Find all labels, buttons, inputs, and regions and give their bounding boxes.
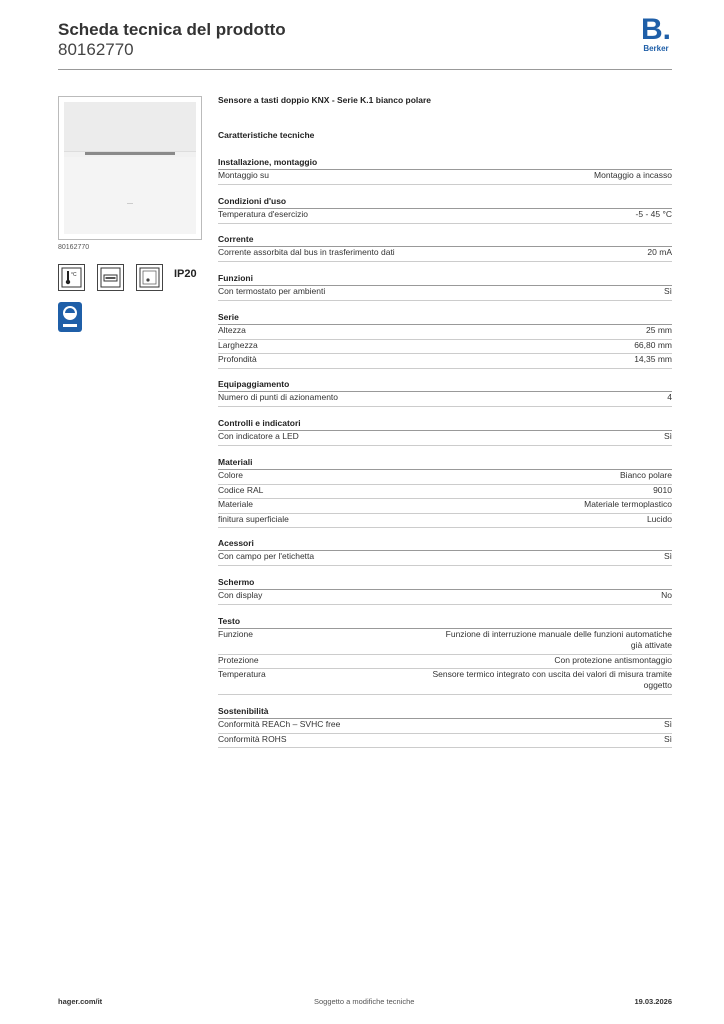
footer-note: Soggetto a modifiche tecniche [314,997,415,1006]
spec-row [218,734,672,749]
temperature-icon [58,264,85,291]
spec-value: Montaggio a incasso [594,170,672,180]
specs-heading: Caratteristiche tecniche [218,130,315,140]
spec-label: Temperatura d'esercizio [218,209,308,219]
page-title: Scheda tecnica del prodotto [58,20,286,39]
product-image [58,96,202,240]
spec-group-title: Materiali [218,456,672,470]
spec-row [218,629,672,655]
spec-label: Temperatura [218,669,266,679]
spec-group-title: Serie [218,311,672,325]
spec-group-title: Condizioni d'uso [218,195,672,209]
spec-group-title: Equipaggiamento [218,378,672,392]
sensor-icon [136,264,163,291]
spec-group-title: Controlli e indicatori [218,417,672,431]
spec-row [218,340,672,355]
berker-logo [640,13,672,56]
spec-label: Con display [218,590,263,600]
display-icon [97,264,124,291]
spec-label: Conformità REACh – SVHC free [218,719,341,729]
spec-group-title: Funzioni [218,272,672,286]
ip-rating-label: IP20 [174,268,197,280]
spec-value: -5 - 45 °C [635,209,672,219]
footer-website[interactable]: hager.com/it [58,997,103,1006]
spec-row [218,655,672,669]
spec-value: Con protezione antismontaggio [554,655,672,665]
spec-label: finitura superficiale [218,513,289,524]
environment-badge-icon [58,302,82,332]
spec-label: Larghezza [218,339,258,350]
spec-row [218,485,672,500]
spec-row [218,431,672,446]
spec-label: Con termostato per ambienti [218,286,326,296]
spec-label: Altezza [218,325,246,335]
spec-value: 25 mm [646,325,672,335]
spec-value: Sensore termico integrato con uscita dei valori di misura tramite oggetto [432,669,672,690]
spec-row [218,669,672,695]
spec-value: Sì [663,733,672,744]
spec-value: Sì [663,431,672,441]
spec-label: Corrente assorbita dal bus in trasferimento dati [218,247,395,257]
spec-label: Montaggio su [218,170,270,180]
spec-group-title: Installazione, montaggio [218,156,672,170]
spec-row [218,247,672,262]
spec-row [218,354,672,369]
product-name: Sensore a tasti doppio KNX - Serie K.1 bianco polare [218,95,432,105]
spec-value: 20 mA [647,247,672,257]
spec-group-title: Sostenibilità [218,705,672,719]
product-image-caption: 80162770 [58,244,90,251]
spec-value: 4 [667,392,672,402]
spec-label: Colore [218,470,244,480]
spec-value: Funzione di interruzione manuale delle funzioni automatiche già attivate [445,629,672,650]
logo-name: Berker [643,44,669,53]
spec-label: Con indicatore a LED [218,431,299,441]
spec-row [218,470,672,485]
spec-value: Sì [663,719,672,729]
spec-value: Lucido [646,513,672,524]
spec-label: Con campo per l'etichetta [218,551,315,561]
spec-value: 66,80 mm [634,339,672,350]
spec-group-title: Schermo [218,576,672,590]
spec-row [218,209,672,224]
spec-row [218,392,672,407]
spec-label: Materiale [218,499,253,509]
spec-row [218,590,672,605]
svg-text:°C: °C [71,272,77,278]
product-code: 80162770 [58,40,134,59]
spec-label: Funzione [218,629,253,639]
spec-group-title: Corrente [218,233,672,247]
spec-value: Materiale termoplastico [584,499,672,509]
spec-label: Protezione [218,655,259,665]
spec-value: 9010 [653,484,672,495]
spec-label: Conformità ROHS [218,733,287,744]
page-header [58,13,672,70]
logo-letter: B. [641,13,671,46]
spec-row [218,499,672,514]
spec-value: Sì [663,551,672,561]
spec-label: Numero di punti di azionamento [218,392,339,402]
spec-value: 14,35 mm [634,354,672,364]
spec-row [218,286,672,301]
spec-row [218,325,672,340]
spec-value: Sì [663,286,672,296]
spec-label: Profondità [218,354,257,364]
spec-group-title: Testo [218,615,672,629]
spec-row [218,719,672,734]
spec-group-title: Acessori [218,537,672,551]
spec-row [218,551,672,566]
spec-label: Codice RAL [218,484,264,495]
spec-value: No [661,590,672,600]
spec-row [218,514,672,529]
footer-date: 19.03.2026 [634,997,672,1006]
spec-value: Bianco polare [620,470,672,480]
spec-row [218,170,672,185]
